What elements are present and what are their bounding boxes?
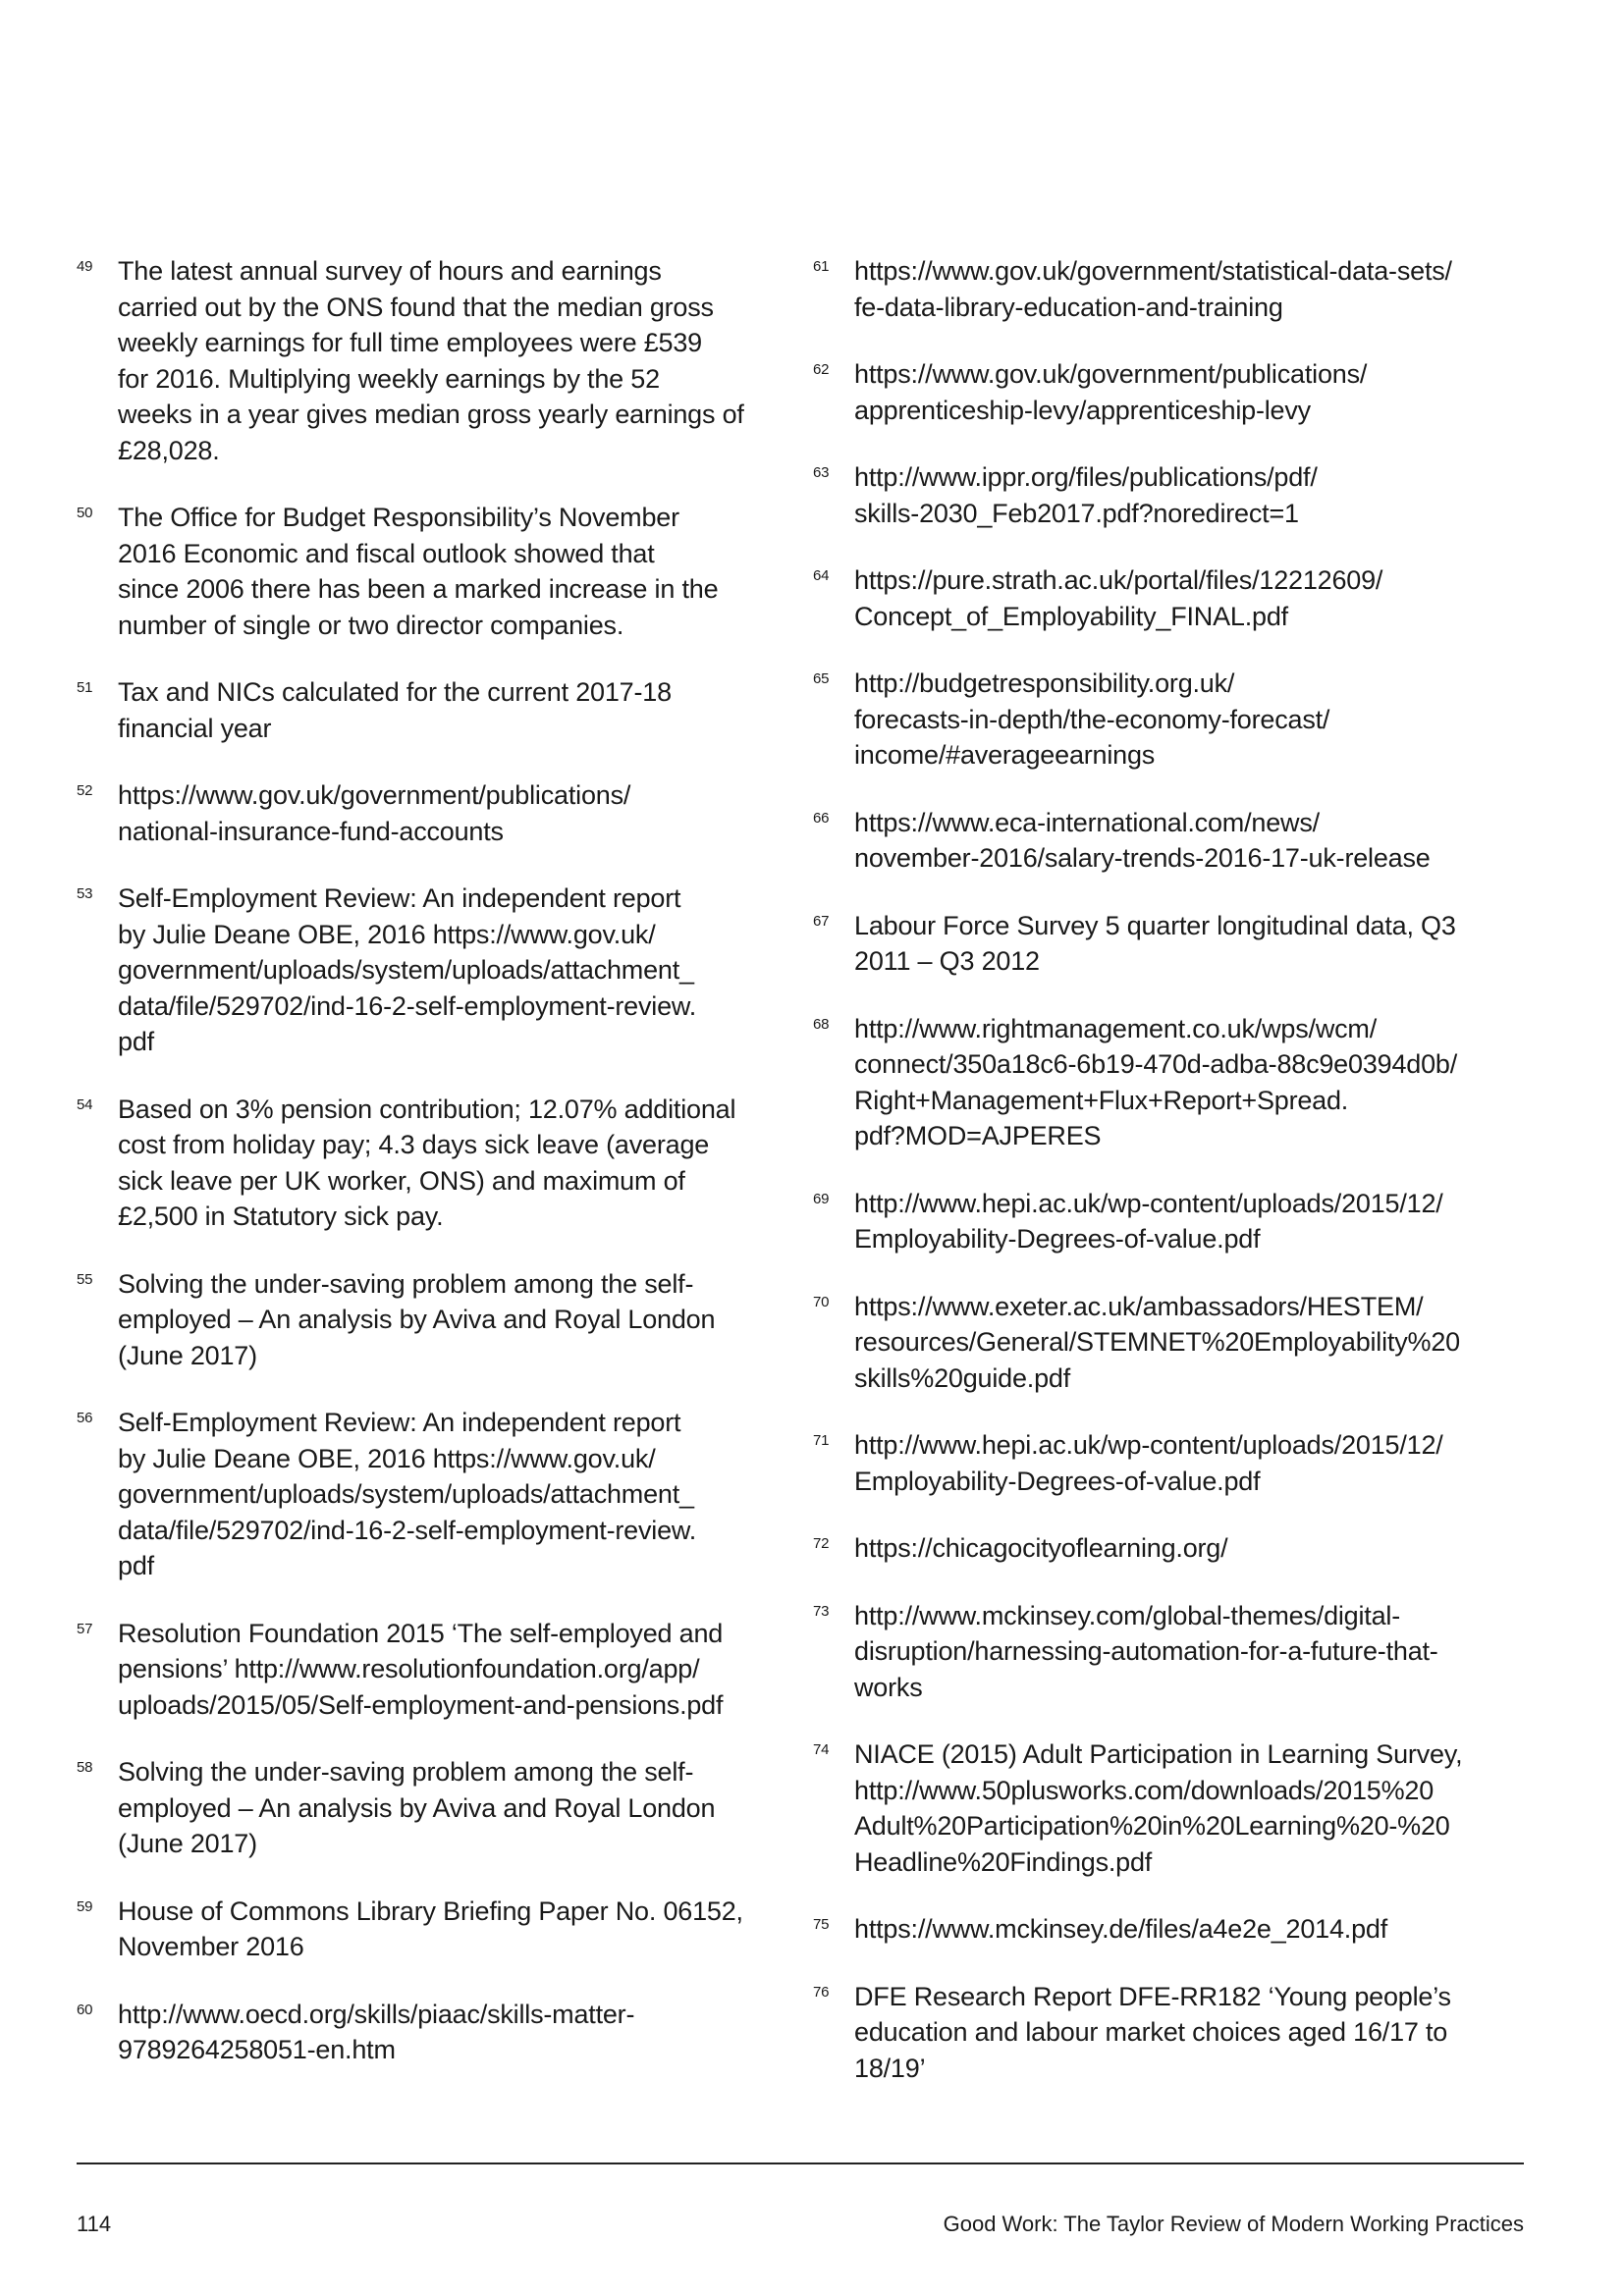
endnote-text: https://chicagocityoflearning.org/ (854, 1533, 1228, 1563)
endnote-item (813, 459, 1540, 531)
endnote-number: 60 (77, 2001, 93, 2018)
endnote-number: 75 (813, 1916, 830, 1933)
endnote-text: http://www.rightmanagement.co.uk/wps/wcm/ connect/350a18c6-6b19-470d-adba-88c9e0394d0b/ Right+Management+Flux+Report+Spread. pdf?MOD=AJPERES (854, 1013, 1458, 1150)
endnote-number: 56 (77, 1410, 93, 1426)
endnote-text: https://www.exeter.ac.uk/ambassadors/HESTEM/ resources/General/STEMNET%20Employability%20 skills%20guide.pdf (854, 1291, 1460, 1393)
endnote-number: 61 (813, 258, 830, 275)
endnote-item (813, 1736, 1540, 1880)
endnote-item (813, 1011, 1540, 1154)
endnote-number: 58 (77, 1759, 93, 1776)
endnote-number: 72 (813, 1535, 830, 1552)
endnote-text: Labour Force Survey 5 quarter longitudinal data, Q3 2011 – Q3 2012 (854, 910, 1456, 976)
endnote-number: 53 (77, 885, 93, 902)
endnote-item (77, 674, 803, 746)
endnote-text: http://www.hepi.ac.uk/wp-content/uploads/2015/12/ Employability-Degrees-of-value.pdf (854, 1188, 1443, 1254)
endnote-text: https://www.gov.uk/government/publications/ apprenticeship-levy/apprenticeship-levy (854, 359, 1368, 425)
endnote-number: 70 (813, 1293, 830, 1310)
endnote-item (813, 1289, 1540, 1397)
endnote-text: Solving the under-saving problem among the self- employed – An analysis by Aviva and Royal London (June 2017) (118, 1268, 716, 1370)
endnote-item (77, 1405, 803, 1584)
endnote-item (77, 1266, 803, 1374)
endnote-item (813, 908, 1540, 980)
endnote-text: Self-Employment Review: An independent report by Julie Deane OBE, 2016 https://www.gov.uk/ government/uploads/system/uploads/attachment_ data/file/529702/ind-16-2-self-employment-review. pdf (118, 883, 697, 1056)
endnote-item (77, 1754, 803, 1862)
endnote-text: https://www.gov.uk/government/publications/ national-insurance-fund-accounts (118, 780, 631, 846)
endnote-number: 69 (813, 1190, 830, 1207)
endnote-item (77, 1616, 803, 1724)
endnote-item (77, 1092, 803, 1235)
endnote-text: https://www.gov.uk/government/statistical-data-sets/ fe-data-library-education-and-training (854, 256, 1452, 322)
endnote-text: Based on 3% pension contribution; 12.07% additional cost from holiday pay; 4.3 days sick leave (average sick leave per UK worker, ONS) and maximum of £2,500 in Statutory sick pay. (118, 1094, 736, 1231)
endnote-text: https://www.eca-international.com/news/ november-2016/salary-trends-2016-17-uk-release (854, 807, 1431, 873)
endnote-number: 65 (813, 670, 830, 687)
endnote-item (813, 1530, 1540, 1567)
endnote-item (813, 1427, 1540, 1499)
endnotes-right-column (813, 253, 1540, 2117)
endnote-text: NIACE (2015) Adult Participation in Learning Survey, http://www.50plusworks.com/downloads/2015%20 Adult%20Participation%20in%20Learning%20-%20 Headline%20Findings.pdf (854, 1739, 1463, 1877)
endnote-number: 64 (813, 567, 830, 584)
endnote-item (77, 777, 803, 849)
endnote-text: Self-Employment Review: An independent report by Julie Deane OBE, 2016 https://www.gov.uk/ government/uploads/system/uploads/attachment_ data/file/529702/ind-16-2-self-employment-review. pdf (118, 1408, 697, 1580)
endnote-number: 49 (77, 258, 93, 275)
endnote-number: 66 (813, 809, 830, 827)
endnote-number: 62 (813, 361, 830, 378)
endnote-text: Resolution Foundation 2015 ‘The self-employed and pensions’ http://www.resolutionfoundation.org/app/ uploads/2015/05/Self-employment-and-pensions.pdf (118, 1618, 724, 1720)
endnote-number: 55 (77, 1270, 93, 1288)
endnote-number: 51 (77, 679, 93, 696)
endnote-item (813, 666, 1540, 774)
endnote-item (813, 1911, 1540, 1948)
endnote-item (813, 253, 1540, 325)
endnote-item (77, 881, 803, 1060)
endnote-text: http://www.oecd.org/skills/piaac/skills-matter- 9789264258051-en.htm (118, 1999, 635, 2064)
endnote-item (77, 500, 803, 643)
endnote-item (77, 1894, 803, 1965)
endnotes-left-column (77, 253, 803, 2100)
endnote-number: 50 (77, 505, 93, 521)
endnote-text: The latest annual survey of hours and earnings carried out by the ONS found that the median gross weekly earnings for full time employees were £539 for 2016. Multiplying weekly earnings by the 52 weeks in a year gives median gross yearly earnings of £28,028. (118, 256, 744, 465)
endnote-item (813, 805, 1540, 877)
endnote-text: http://www.ippr.org/files/publications/pdf/ skills-2030_Feb2017.pdf?noredirect=1 (854, 462, 1318, 528)
endnote-item (813, 1186, 1540, 1257)
endnote-number: 57 (77, 1620, 93, 1637)
endnote-number: 63 (813, 464, 830, 481)
endnote-text: https://www.mckinsey.de/files/a4e2e_2014.pdf (854, 1914, 1388, 1944)
endnote-text: Tax and NICs calculated for the current 2017-18 financial year (118, 677, 672, 743)
endnote-item (813, 1979, 1540, 2087)
endnote-number: 74 (813, 1741, 830, 1758)
endnote-text: DFE Research Report DFE-RR182 ‘Young people’s education and labour market choices aged 16/17 to 18/19’ (854, 1981, 1451, 2083)
endnote-item (813, 562, 1540, 634)
endnote-number: 73 (813, 1602, 830, 1620)
footer-divider (77, 2163, 1524, 2164)
endnote-item (77, 1997, 803, 2068)
endnote-item (813, 1598, 1540, 1706)
endnote-text: The Office for Budget Responsibility’s November 2016 Economic and fiscal outlook showed that since 2006 there has been a marked increase in the number of single or two director companies. (118, 503, 719, 640)
endnote-number: 71 (813, 1432, 830, 1449)
page-number: 114 (77, 2212, 112, 2236)
endnote-text: http://www.hepi.ac.uk/wp-content/uploads/2015/12/ Employability-Degrees-of-value.pdf (854, 1430, 1443, 1496)
endnote-text: Solving the under-saving problem among the self- employed – An analysis by Aviva and Royal London (June 2017) (118, 1757, 716, 1858)
endnote-number: 59 (77, 1897, 93, 1915)
endnote-number: 68 (813, 1015, 830, 1033)
running-title: Good Work: The Taylor Review of Modern Working Practices (943, 2212, 1524, 2236)
endnote-number: 76 (813, 1983, 830, 2001)
endnote-number: 54 (77, 1095, 93, 1113)
endnote-text: http://budgetresponsibility.org.uk/ forecasts-in-depth/the-economy-forecast/ income/#averageearnings (854, 668, 1330, 770)
endnote-item (813, 356, 1540, 428)
endnote-text: https://pure.strath.ac.uk/portal/files/12212609/ Concept_of_Employability_FINAL.pdf (854, 565, 1383, 631)
endnote-number: 52 (77, 782, 93, 799)
endnote-text: House of Commons Library Briefing Paper No. 06152, November 2016 (118, 1896, 743, 1961)
endnote-item (77, 253, 803, 468)
endnote-text: http://www.mckinsey.com/global-themes/digital- disruption/harnessing-automation-for-a-future-that- works (854, 1600, 1438, 1702)
endnote-number: 67 (813, 912, 830, 930)
